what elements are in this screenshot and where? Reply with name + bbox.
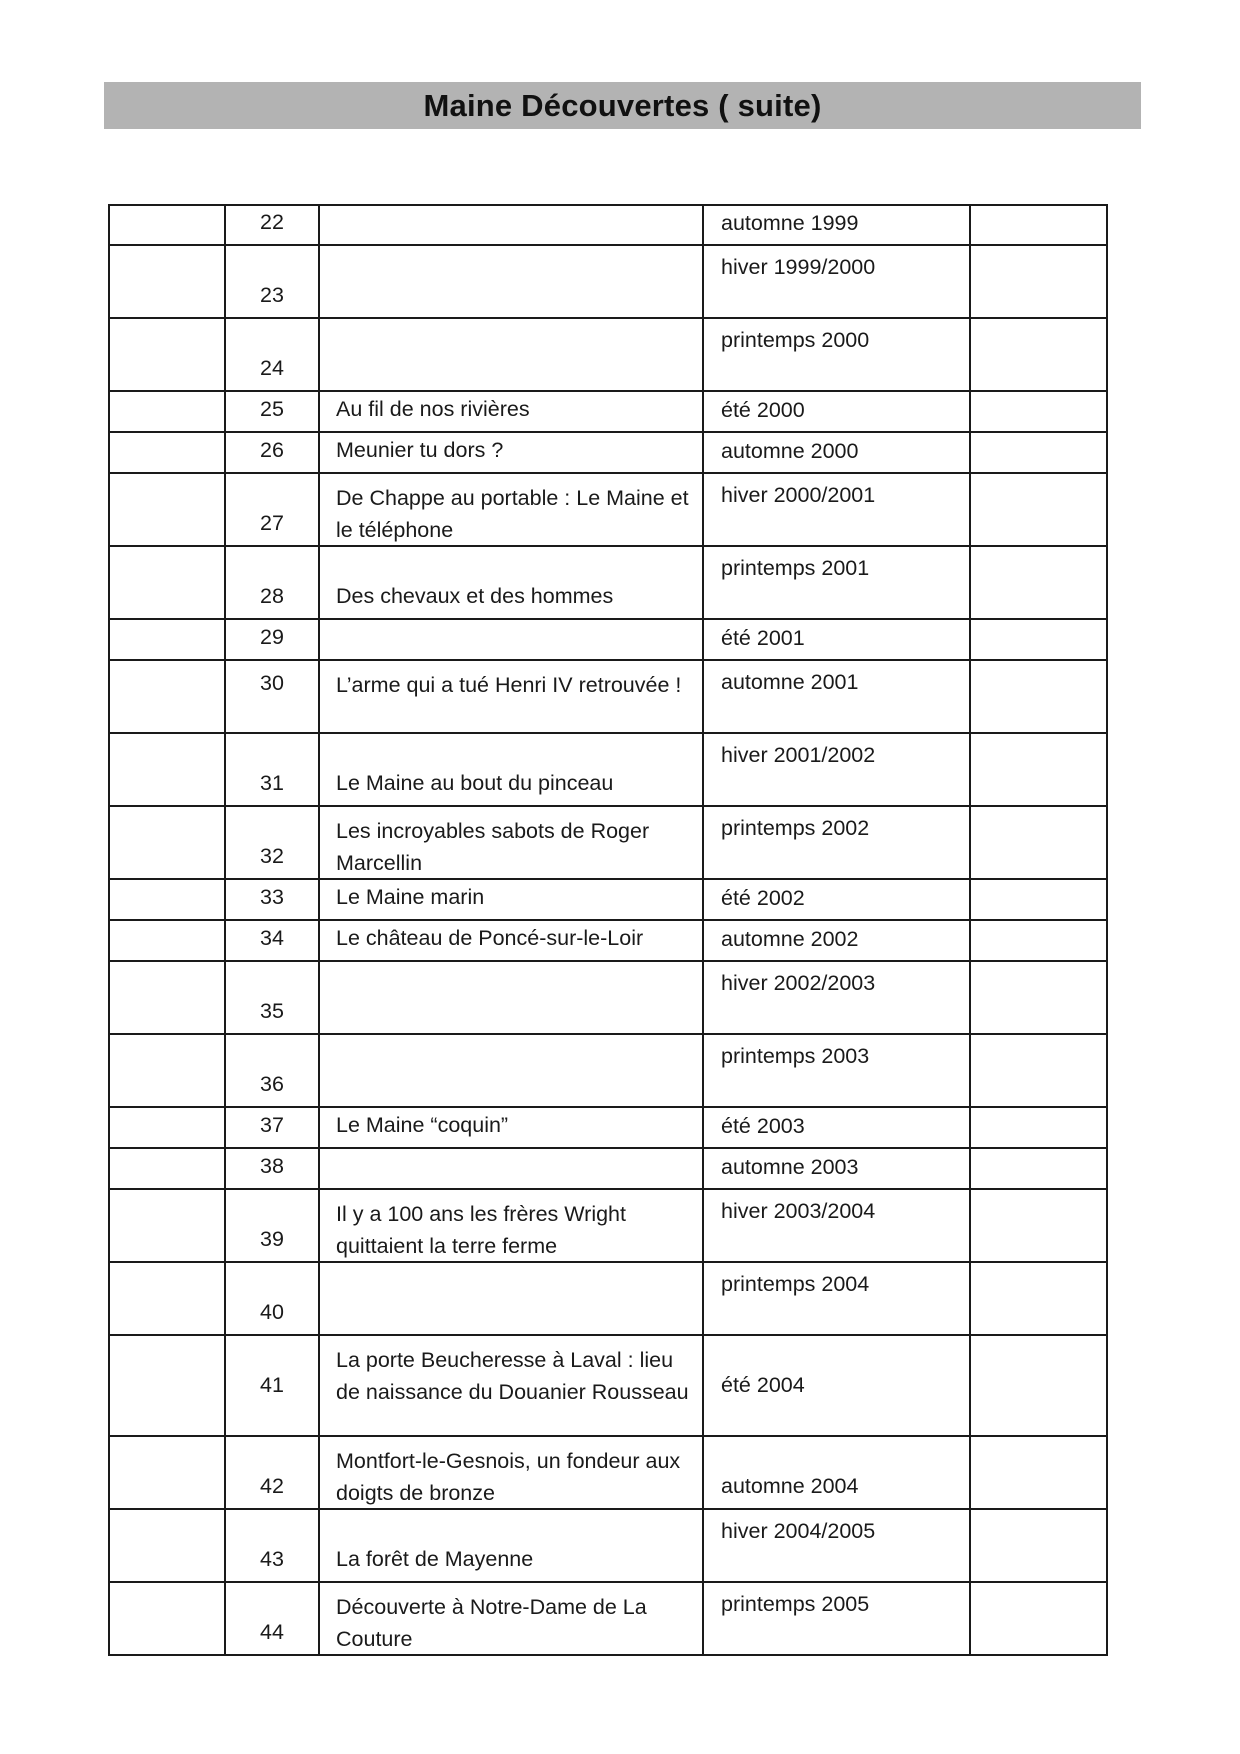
issue-title-cell [319,546,703,619]
issue-title-cell [319,245,703,318]
table-row [109,619,1107,660]
issue-title-cell [319,619,703,660]
issue-season-cell [703,1436,970,1509]
blank-cell-left [109,391,225,432]
blank-cell-right [970,806,1107,879]
issue-season-cell [703,1148,970,1189]
issue-season: été 2001 [721,626,805,650]
issue-title: Le château de Poncé-sur-le-Loir [336,926,644,950]
blank-cell-right [970,920,1107,961]
issue-title: Meunier tu dors ? [336,438,504,462]
issue-season-cell [703,1189,970,1262]
issue-title-cell [319,391,703,432]
blank-cell-right [970,432,1107,473]
issue-number-cell [225,1262,319,1335]
issue-number-cell [225,546,319,619]
issue-number: 22 [260,210,284,234]
table-row [109,1262,1107,1335]
table-row [109,546,1107,619]
issue-number-cell [225,205,319,245]
issue-number: 41 [260,1373,284,1397]
issue-number-cell [225,733,319,806]
blank-cell-left [109,473,225,546]
issue-season: hiver 2002/2003 [721,971,876,995]
issue-season-cell [703,1107,970,1148]
page-title: Maine Découvertes ( suite) [423,87,822,123]
issue-season-cell [703,546,970,619]
issue-title-cell [319,1107,703,1148]
issue-number-cell [225,391,319,432]
table-row [109,432,1107,473]
blank-cell-right [970,1509,1107,1582]
table-row [109,1582,1107,1655]
table-row [109,1436,1107,1509]
table-row [109,806,1107,879]
issue-title: Découverte à Notre-Dame de La Couture [336,1595,647,1651]
issue-title-cell [319,473,703,546]
blank-cell-left [109,1262,225,1335]
blank-cell-right [970,961,1107,1034]
issue-season: printemps 2003 [721,1044,870,1068]
table-row [109,920,1107,961]
issue-number: 32 [260,844,284,868]
blank-cell-right [970,1034,1107,1107]
blank-cell-left [109,660,225,733]
issue-number-cell [225,1189,319,1262]
blank-cell-left [109,205,225,245]
issue-number: 36 [260,1072,284,1096]
blank-cell-left [109,1436,225,1509]
issue-number-cell [225,920,319,961]
blank-cell-left [109,318,225,391]
issue-number: 33 [260,885,284,909]
issue-title: Le Maine “coquin” [336,1113,509,1137]
issue-number-cell [225,961,319,1034]
issue-season-cell [703,318,970,391]
blank-cell-right [970,1262,1107,1335]
issue-season: été 2003 [721,1114,805,1138]
issue-title-cell [319,660,703,733]
issue-title: La porte Beucheresse à Laval : lieu de naissance du Douanier Rousseau [336,1348,689,1404]
issue-title-cell [319,806,703,879]
issue-season-cell [703,1262,970,1335]
issue-title-cell [319,1335,703,1436]
blank-cell-left [109,1582,225,1655]
issue-season-cell [703,1582,970,1655]
blank-cell-left [109,1189,225,1262]
issue-title: Les incroyables sabots de Roger Marcellin [336,819,650,875]
table-row [109,660,1107,733]
issue-title-cell [319,1262,703,1335]
blank-cell-left [109,920,225,961]
issue-number-cell [225,1034,319,1107]
blank-cell-left [109,879,225,920]
issue-number: 39 [260,1227,284,1251]
issue-number: 38 [260,1154,284,1178]
issue-number: 31 [260,771,284,795]
blank-cell-right [970,733,1107,806]
issue-title-cell [319,318,703,391]
issue-number-cell [225,619,319,660]
issue-number-cell [225,1148,319,1189]
blank-cell-left [109,733,225,806]
blank-cell-left [109,432,225,473]
issue-title: La forêt de Mayenne [336,1547,534,1571]
issue-number: 43 [260,1547,284,1571]
blank-cell-right [970,879,1107,920]
issue-number: 30 [260,671,284,695]
issue-season-cell [703,391,970,432]
table-row [109,391,1107,432]
issue-title-cell [319,1189,703,1262]
blank-cell-left [109,1107,225,1148]
page-title-bar [104,82,1141,129]
issue-number: 26 [260,438,284,462]
issue-season-cell [703,1335,970,1436]
issue-season-cell [703,205,970,245]
issue-season-cell [703,1034,970,1107]
issue-number-cell [225,1107,319,1148]
table-row [109,473,1107,546]
issue-number: 27 [260,511,284,535]
issues-table-body [109,205,1107,1655]
issue-season: hiver 2001/2002 [721,743,876,767]
issue-season: printemps 2000 [721,328,870,352]
issue-season: automne 2004 [721,1474,859,1498]
issue-number: 23 [260,283,284,307]
issue-number-cell [225,1335,319,1436]
table-row [109,961,1107,1034]
issue-number: 42 [260,1474,284,1498]
issues-table [108,204,1108,1656]
issue-season-cell [703,619,970,660]
issue-season: printemps 2002 [721,816,870,840]
issue-title: Il y a 100 ans les frères Wright quittaient la terre ferme [336,1202,626,1258]
issue-number-cell [225,473,319,546]
blank-cell-left [109,245,225,318]
table-row [109,1034,1107,1107]
issue-title-cell [319,1034,703,1107]
issue-season-cell [703,733,970,806]
blank-cell-right [970,660,1107,733]
issue-season-cell [703,660,970,733]
issue-season: hiver 1999/2000 [721,255,876,279]
issue-number-cell [225,879,319,920]
blank-cell-right [970,391,1107,432]
issue-season: printemps 2004 [721,1272,870,1296]
issue-number-cell [225,660,319,733]
issue-title: De Chappe au portable : Le Maine et le téléphone [336,486,689,542]
blank-cell-right [970,1107,1107,1148]
issue-season: automne 2003 [721,1155,859,1179]
issue-season: automne 2001 [721,670,859,694]
table-row [109,733,1107,806]
issue-season: hiver 2003/2004 [721,1199,876,1223]
blank-cell-left [109,1509,225,1582]
blank-cell-left [109,1148,225,1189]
blank-cell-left [109,619,225,660]
issue-title-cell [319,961,703,1034]
issue-number-cell [225,806,319,879]
issue-title-cell [319,1436,703,1509]
issue-title: Montfort-le-Gesnois, un fondeur aux doigts de bronze [336,1449,681,1505]
issue-title-cell [319,205,703,245]
issue-title-cell [319,733,703,806]
issue-season: été 2004 [721,1373,805,1397]
blank-cell-left [109,546,225,619]
issue-season: automne 2002 [721,927,859,951]
issue-number: 25 [260,397,284,421]
issue-season-cell [703,245,970,318]
blank-cell-left [109,806,225,879]
issue-number-cell [225,318,319,391]
issue-number: 28 [260,584,284,608]
blank-cell-right [970,1436,1107,1509]
blank-cell-right [970,1148,1107,1189]
table-row [109,1148,1107,1189]
issue-number-cell [225,1582,319,1655]
blank-cell-right [970,619,1107,660]
table-row [109,318,1107,391]
issue-season: printemps 2005 [721,1592,870,1616]
issue-season-cell [703,806,970,879]
issue-title: Au fil de nos rivières [336,397,530,421]
issue-number: 24 [260,356,284,380]
issue-season: été 2000 [721,398,805,422]
issue-number: 37 [260,1113,284,1137]
table-row [109,1509,1107,1582]
issue-title: Le Maine marin [336,885,485,909]
issue-title-cell [319,1509,703,1582]
table-row [109,1335,1107,1436]
table-row [109,1107,1107,1148]
issue-season: hiver 2004/2005 [721,1519,876,1543]
issue-season: automne 1999 [721,211,859,235]
blank-cell-right [970,473,1107,546]
issue-number-cell [225,245,319,318]
issue-number: 40 [260,1300,284,1324]
issue-season: printemps 2001 [721,556,870,580]
issue-season-cell [703,432,970,473]
issue-season-cell [703,961,970,1034]
blank-cell-right [970,318,1107,391]
blank-cell-right [970,205,1107,245]
issue-title-cell [319,1148,703,1189]
blank-cell-right [970,546,1107,619]
issue-title-cell [319,879,703,920]
issue-number: 35 [260,999,284,1023]
issue-title-cell [319,920,703,961]
issue-number-cell [225,1436,319,1509]
issue-number-cell [225,1509,319,1582]
issue-season: été 2002 [721,886,805,910]
issue-season-cell [703,920,970,961]
table-row [109,879,1107,920]
issue-season-cell [703,879,970,920]
issue-number: 29 [260,625,284,649]
table-row [109,245,1107,318]
issue-season-cell [703,473,970,546]
table-row [109,205,1107,245]
issue-title: L’arme qui a tué Henri IV retrouvée ! [336,673,682,697]
blank-cell-right [970,245,1107,318]
blank-cell-left [109,961,225,1034]
blank-cell-left [109,1034,225,1107]
issue-title: Des chevaux et des hommes [336,584,614,608]
issue-title-cell [319,1582,703,1655]
table-row [109,1189,1107,1262]
issue-title: Le Maine au bout du pinceau [336,771,614,795]
issue-number-cell [225,432,319,473]
issue-season: hiver 2000/2001 [721,483,876,507]
issue-season-cell [703,1509,970,1582]
issue-season: automne 2000 [721,439,859,463]
issue-number: 34 [260,926,284,950]
blank-cell-left [109,1335,225,1436]
blank-cell-right [970,1582,1107,1655]
blank-cell-right [970,1189,1107,1262]
blank-cell-right [970,1335,1107,1436]
issue-title-cell [319,432,703,473]
issue-number: 44 [260,1620,284,1644]
